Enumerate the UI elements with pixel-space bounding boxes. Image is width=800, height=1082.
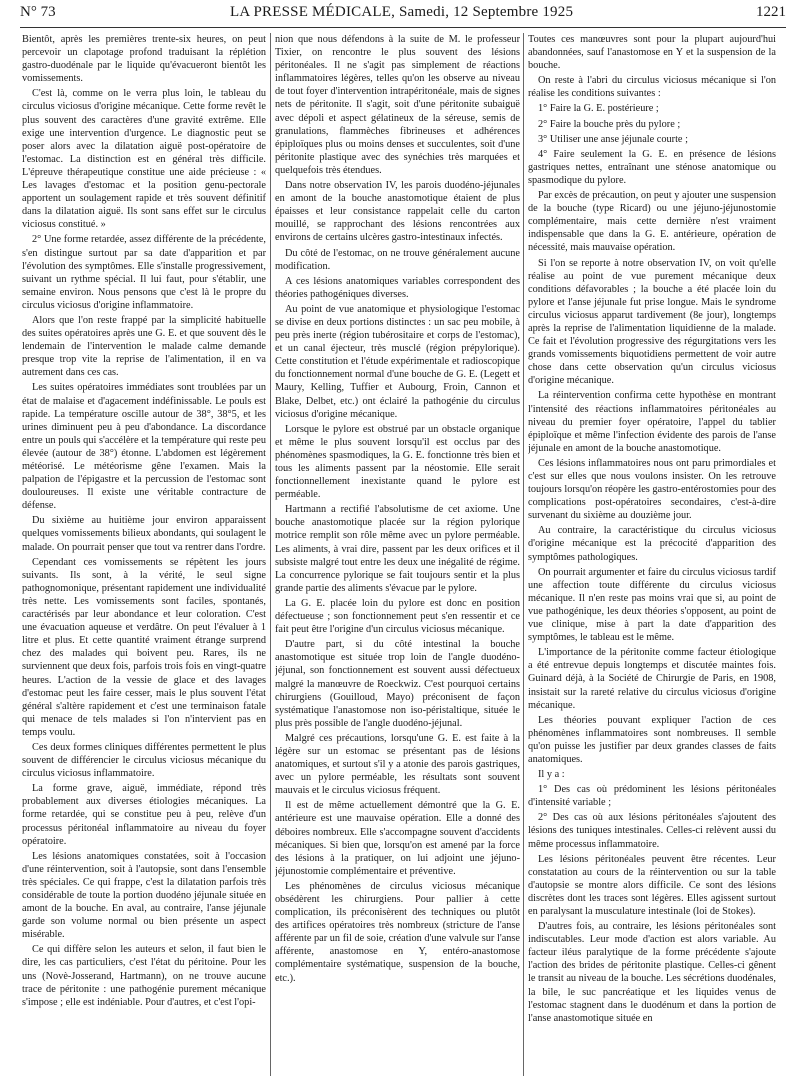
paragraph: 1° Faire la G. E. postérieure ;: [538, 103, 659, 115]
paragraph: Il est de même actuellement démontré que la G. E. antérieure est une mauvaise opération. Elle a donné des déboires nombreux. Elle s'accompagne souvent d'accidents mécaniques. Si bien que, lorsqu'on est amené par la force des lésions à la pratiquer, on lui adjoint une jéjuno-jéjunostomie complémentaire et préventive.: [275, 800, 520, 877]
paragraph: nion que nous défendons à la suite de M. le professeur Tixier, on rencontre le plus souvent des lésions péritonéales. Il ne s'agit pas simplement de réactions inflammatoires légères, telles qu'on les observe au niveau de tout foyer d'intervention intrapéritonéale, mais de signes nets de péritonite. Il s'agit, soit d'une péritonite subaiguë avec dépoli et aspect gélatineux de la séreuse, semis de granulations, flammèches fibrineuses et adhérences épiploïques plus ou moins denses et succulentes, soit d'une péritonite plastique avec des synéchies très marquées et quelquefois très étendues.: [275, 34, 520, 176]
paragraph: D'autres fois, au contraire, les lésions péritonéales sont indiscutables. Leur mode d'action est alors variable. Au facteur iléus paralytique de la forme précédente s'ajoute l'action des brides de péritonite plastique. Celles-ci gênent le transit au niveau de la bouche. Les sécrétions duodénales, la bile, le suc pancréatique et les liquides venus de l'estomac stagnent dans le duodénum et dans la portion de l'anse anastomotique située en: [528, 921, 776, 1024]
paragraph: 3° Utiliser une anse jéjunale courte ;: [538, 133, 688, 145]
paragraph: Ces deux formes cliniques différentes permettent le plus souvent de différencier le circulus viciosus mécanique du circulus viciosus inflammatoire.: [22, 741, 266, 780]
paragraph: Les lésions anatomiques constatées, soit à l'occasion d'une réintervention, soit à l'autopsie, sont dans l'ensemble très spéciales. Ce qui frappe, c'est la dilatation parfois très considérable de toute la portion duodéno jéjunale située en amont de la bouche. En aval, au contraire, l'anse jéjunale garde son volume normal ou bien présente un aspect misérable.: [22, 850, 266, 941]
paragraph: Par excès de précaution, on peut y ajouter une suspension de la bouche (type Ricard) ou une jéjuno-jéjunostomie complémentaire, mais cette dernière n'est vraiment indispensable que dans la G. E. antérieure, opération de nécessité, mais mauvaise opération.: [528, 190, 776, 254]
paragraph: D'autre part, si du côté intestinal la bouche anastomotique est située trop loin de l'angle duodéno-jéjunal, son fonctionnement est souvent aussi défectueux malgré la manœuvre de Roeckwiz. C'est pourquoi certains chirurgiens (Gouilloud, Mayo) préconisent de façon systématique l'anastomose non iso-péristaltique, située le plus près possible de l'angle duodéno-jéjunal.: [275, 639, 520, 729]
paragraph: Il y a :: [538, 769, 565, 781]
paragraph: Au contraire, la caractéristique du circulus viciosus d'origine mécanique est la précocité d'apparition des symptômes pathologiques.: [528, 525, 776, 563]
page-header: [20, 2, 786, 28]
paragraph: Du côté de l'estomac, on ne trouve généralement aucune modification.: [275, 247, 520, 272]
paragraph: 2° Une forme retardée, assez différente de la précédente, s'en distingue surtout par sa date d'apparition et par l'évolution des symptômes. Elle s'installe progressivement, suivant un rythme spécial. Il lui faut, pour s'établir, une semaine environ. Nous pensons que c'est là le propre du circulus viciosus d'origine inflammatoire.: [22, 234, 266, 311]
paragraph: Toutes ces manœuvres sont pour la plupart aujourd'hui abandonnées, sauf l'anastomose en Y et la suspension de la bouche.: [528, 34, 776, 72]
paragraph: C'est là, comme on le verra plus loin, le tableau du circulus viciosus d'origine mécanique. Cette forme revêt le plus souvent des caractères d'une gravité extrême. Elle exige une intervention d'urgence. Le diagnostic peut se poser alors avec la dilatation aiguë post-opératoire de l'estomac. La distinction est en général très difficile. L'épreuve thérapeutique constitue une aide précieuse : « Les lavages d'estomac et la position genu-pectorale apportent un soulagement rapide et très souvent définitif dans la dilatation aiguë. Ils sont sans effet sur le circulus viciosus constitué. »: [22, 88, 266, 231]
paragraph: Bientôt, après les premières trente-six heures, on peut percevoir un clapotage profond traduisant la réplétion gastro-duodénale par le liquide qu'évacueront bientôt les vomissements.: [22, 34, 266, 85]
text-column-2: [275, 33, 520, 1080]
paragraph: Ce qui diffère selon les auteurs et selon, il faut bien le dire, les cas particuliers, c'est l'état du péritoine. Pour les uns (Novè-Josserand, Hartmann), on ne trouve aucune trace de péritonite : une pathogénie purement mécanique s'impose ; elle est indéniable. Pour d'autres, et c'est l'opi-: [22, 944, 266, 1008]
paragraph: A ces lésions anatomiques variables correspondent des théories pathogéniques diverses.: [275, 275, 520, 300]
paragraph: Si l'on se reporte à notre observation IV, on voit qu'elle réalise au point de vue purement mécanique deux conditions défavorables ; la bouche a été placée loin du pylore et l'anse jéjunale fut prise longue. Mais le syndrome circulus viciosus apparut tardivement (8e jour), longtemps après la reprise de l'alimentation liquidienne de la malade. Ce fait et l'évolution progressive des régurgitations vers les grands vomissements biquotidiens permettent de voir autre chose dans cette observation qu'un circulus viciosus d'origine mécanique.: [528, 257, 776, 387]
paragraph: Alors que l'on reste frappé par la simplicité habituelle des suites opératoires après une G. E. et que souvent dès le lendemain de l'intervention le malade calme demande presque trop vite la reprise de l'alimentation, il en va autrement dans ces cas.: [22, 314, 266, 379]
paragraph: Les phénomènes de circulus viciosus mécanique obsédèrent les chirurgiens. Pour pallier à cette complication, ils préconisèrent des techniques ou plutôt des artifices opératoires très nombreux (stricture de l'anse afférente par un fil de soie, création d'une valvule sur l'anse afférente, anastomose en Y, entéro-anastomose complémentaire systématique, suspension de la bouche, etc.).: [275, 880, 520, 984]
paragraph: Du sixième au huitième jour environ apparaissent quelques vomissements bilieux abondants, qui soulagent le malade. On pourrait penser que tout va rentrer dans l'ordre.: [22, 515, 266, 553]
paragraph: On pourrait argumenter et faire du circulus viciosus tardif une affection toute différente du circulus viciosus mécanique. Il n'en reste pas moins vrai que si, au point de vue pathogénique, les deux théories s'opposent, au point de vue clinique, mise à part la date d'apparition des symptômes, le tableau est le même.: [528, 566, 776, 644]
paragraph: 2° Faire la bouche près du pylore ;: [538, 118, 681, 130]
text-column-3: [528, 33, 776, 1080]
paragraph: 1° Des cas où prédominent les lésions péritonéales d'intensité variable ;: [528, 784, 776, 809]
paragraph: 4° Faire seulement la G. E. en présence de lésions gastriques nettes, entraînant une sténose anatomique ou spasmodique du pylore.: [528, 148, 776, 186]
paragraph: Hartmann a rectifié l'absolutisme de cet axiome. Une bouche anastomotique placée sur la région pylorique motrice remplit son rôle même avec un pylore perméable. Les aliments, à vrai dire, passent par les deux orifices et il subsiste malgré tout entre les deux une inégalité de régime. La concurrence pylorique se fait toujours sentir et la plus grande partie des aliments s'évacue par le pylore.: [275, 504, 520, 594]
paragraph: Lorsque le pylore est obstrué par un obstacle organique et même le plus souvent lorsqu'il est occlus par des phénomènes spasmodiques, la G. E. fonctionne très bien et tous les aliments passent par la néostomie. Elle serait fonctionnellement inexistante quand le pylore est perméable.: [275, 423, 520, 501]
paragraph: Les théories pouvant expliquer l'action de ces phénomènes inflammatoires sont nombreuses. Il semble qu'on puisse les justifier par deux grandes classes de faits anatomiques.: [528, 714, 776, 765]
paragraph: L'importance de la péritonite comme facteur étiologique a été entrevue depuis longtemps et discutée maintes fois. Guinard déjà, à la Société de Chirurgie de Paris, en 1908, insistait sur la rareté relative du circulus viciosus d'origine mécanique.: [528, 647, 776, 711]
paragraph: Malgré ces précautions, lorsqu'une G. E. est faite à la légère sur un estomac se présentant pas de lésions anatomiques, et surtout s'il y a atonie des parois gastriques, avec un pylore perméable, les résultats sont souvent mauvais et le circulus viciosus fréquent.: [275, 732, 520, 797]
paragraph: La réintervention confirma cette hypothèse en montrant l'intensité des réactions inflammatoires péritonéales au niveau du premier foyer opératoire, l'appel du tablier épiploïque et même l'infection évidente des parois de l'anse jéjunale en amont de la bouche anastomotique.: [528, 390, 776, 454]
paragraph: Au point de vue anatomique et physiologique l'estomac se divise en deux portions distinctes : un sac peu mobile, à peu près inerte (région tubérositaire et corps de l'estomac), et un canal éjecteur, très musclé (région prépylorique). Cette constitution et l'étude expérimentale et radioscopique du fonctionnement normal d'une bouche de G. E. (Legett et Maury, Kelling, Tuffier et Aubourg, Froin, Cannon et Blake, Delbet, etc.) ont éclairé la pathogénie du circulus viciosus d'origine mécanique.: [275, 303, 520, 420]
paragraph: 2° Des cas où aux lésions péritonéales s'ajoutent des lésions des tuniques intestinales. Celles-ci relèvent aussi du même processus inflammatoire.: [528, 812, 776, 850]
paragraph: Les lésions péritonéales peuvent être récentes. Leur constatation au cours de la réintervention ou sur la table d'autopsie se montre alors difficile. Ce sont des lésions discrètes dont les traces sont légères. Elles agissent surtout en paralysant la musculature intestinale (loi de Stokes).: [528, 853, 776, 917]
column-divider: [270, 33, 271, 1076]
paragraph: La G. E. placée loin du pylore est donc en position défectueuse ; son fonctionnement peut s'en ressentir et ce fait peut être l'origine d'un circulus viciosus mécanique.: [275, 597, 520, 636]
paragraph: Les suites opératoires immédiates sont troublées par un état de malaise et d'agacement indéfinissable. Le pouls est rapide. La température oscille autour de 38°, 38°5, et les urines diminuent peu à peu d'abondance. La discordance entre un pouls qui s'accélère et la température qui reste peu élevée (autour de 38°) étonne. L'abdomen est légèrement météorisé. Le météorisme gêne l'examen. Mais la palpation de l'épigastre et la percussion de l'estomac sont douloureuses. Il existe une véritable contracture de défense.: [22, 382, 266, 512]
text-column-1: [22, 33, 266, 1080]
column-divider: [523, 33, 524, 1076]
paragraph: Cependant ces vomissements se répètent les jours suivants. Ils sont, à la vérité, le seul signe pathognomonique, présentant rapidement une individualité très nette. Les vomissements sont faciles, spontanés, caractérisés par leur abondance et leur coloration. C'est une évacuation aqueuse et verdâtre. On peut l'évaluer à 1 litre et plus. Et cette quantité vraiment étrange surprend chez des malades qui boivent peu. Rares, ils ne surviennent que deux fois, parfois trois fois en vingt-quatre heures. L'action de la vessie de glace et des lavages d'estomac peut les faire cesser, mais le plus souvent l'état général s'altère rapidement et c'est une terminaison fatale qui menace de tels malades si l'on n'intervient pas en temps voulu.: [22, 556, 266, 738]
paragraph: Dans notre observation IV, les parois duodéno-jéjunales en amont de la bouche anastomotique étaient de plus épaisses et leur consistance rappelait celle du carton mouillé, se rapprochant des lésions rencontrées aux environs de certains ulcères gastro-intestinaux infectés.: [275, 180, 520, 244]
page-number: 1221: [756, 4, 786, 20]
paragraph: Ces lésions inflammatoires nous ont paru primordiales et c'est sur elles que nous voulons insister. On les retrouve toujours lorsqu'on réopère les gastro-entérostomies pour des complications post-opératoires secondaires, c'est-à-dire survenant du sixième au douzième jour.: [528, 457, 776, 522]
journal-title: LA PRESSE MÉDICALE, Samedi, 12 Septembre 1925: [230, 4, 574, 20]
header-rule: [20, 27, 786, 28]
paragraph: On reste à l'abri du circulus viciosus mécanique si l'on réalise les conditions suivantes :: [528, 75, 776, 100]
issue-number: N° 73: [20, 4, 56, 20]
paragraph: La forme grave, aiguë, immédiate, répond très probablement aux diverses étiologies mécaniques. La forme retardée, qui se constitue peu à peu, relève d'un processus péritonéal inflammatoire au niveau du foyer opératoire.: [22, 783, 266, 847]
